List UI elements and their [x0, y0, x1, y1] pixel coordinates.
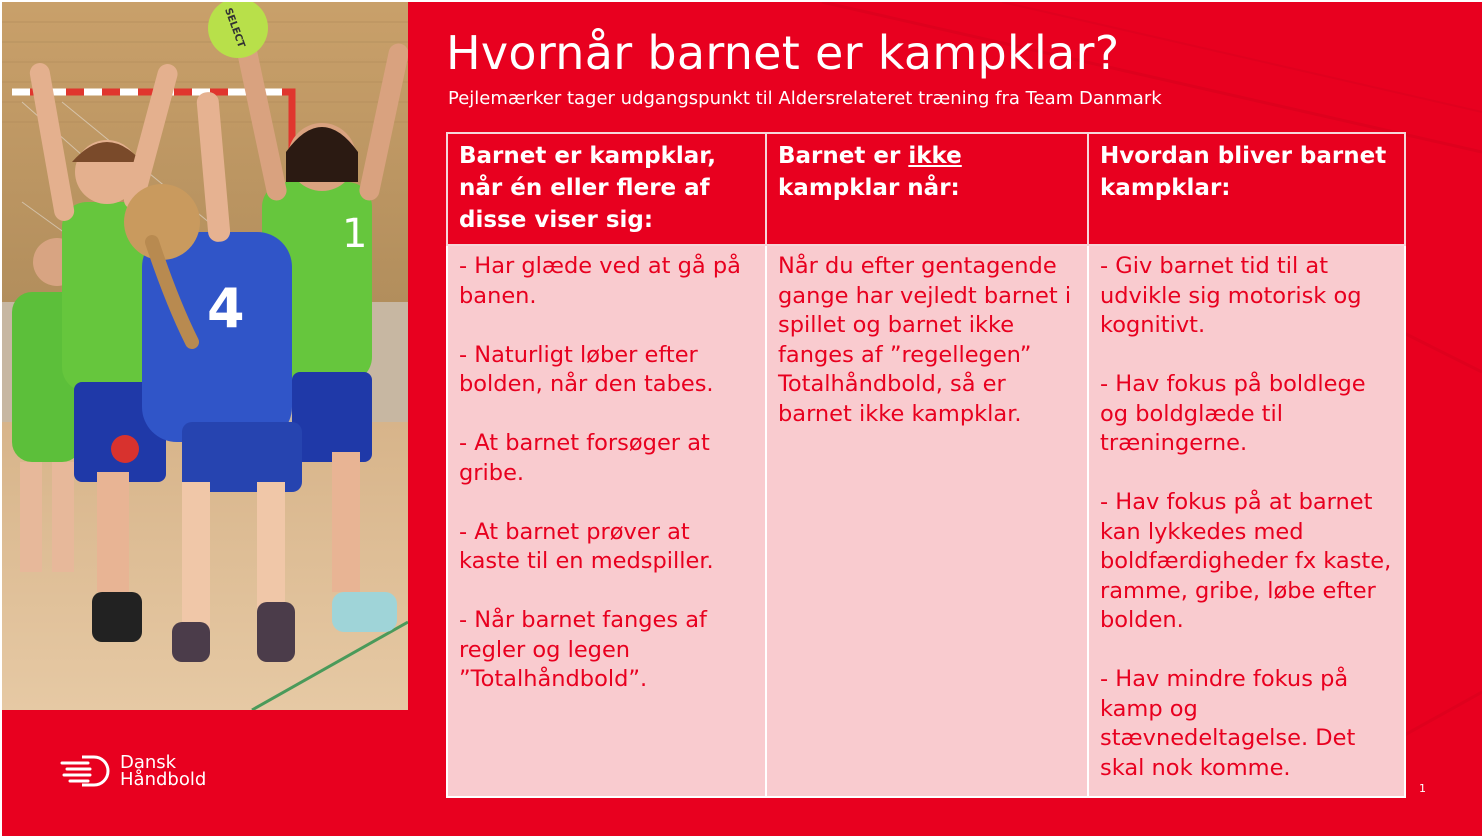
- ball-brand-text: SELECT: [222, 6, 247, 50]
- slide-subtitle: Pejlemærker tager udgangspunkt til Aldersrelateret træning fra Team Danmark: [448, 88, 1162, 109]
- readiness-table: [446, 132, 1406, 798]
- cell-kampklar-signs: - Har glæde ved at gå på banen. - Naturligt løber efter bolden, når den tabes. - At barnet forsøger at gribe. - At barnet prøver at kaste til en medspiller. - Når barnet fanges af regler og legen ”Totalhåndbold”.: [447, 245, 766, 797]
- logo-line1: Dansk: [120, 752, 177, 773]
- logo-icon: [60, 755, 110, 787]
- table-header-row: [447, 133, 1405, 245]
- header-hvordan: Hvordan bliver barnet kampklar:: [1088, 133, 1405, 245]
- header-ikke-post: kampklar når:: [778, 175, 960, 201]
- dansk-handbold-logo: [60, 754, 206, 788]
- header-ikke-underlined: ikke: [908, 143, 962, 169]
- header-ikke-kampklar: [766, 133, 1088, 245]
- handball-photo: [2, 2, 408, 710]
- cell-how-to: - Giv barnet tid til at udvikle sig motorisk og kognitivt. - Hav fokus på boldlege og boldglæde til træningerne. - Hav fokus på at barnet kan lykkedes med boldfærdigheder fx kaste, ramme, gribe, løbe efter bolden. - Hav mindre fokus på kamp og stævnedeltagelse. Det skal nok komme.: [1088, 245, 1405, 797]
- slide: [2, 2, 1482, 836]
- blue-jersey-number: 4: [207, 277, 245, 340]
- header-ikke-pre: Barnet er: [778, 143, 909, 169]
- header-kampklar: Barnet er kampklar, når én eller flere af disse viser sig:: [447, 133, 766, 245]
- logo-line2: Håndbold: [120, 769, 207, 790]
- table-row: [447, 245, 1405, 797]
- green-jersey-number: 1: [342, 211, 368, 257]
- cell-not-ready: Når du efter gentagende gange har vejledt barnet i spillet og barnet ikke fanges af ”regellegen” Totalhåndbold, så er barnet ikke kampklar.: [766, 245, 1088, 797]
- page-number: 1: [1419, 782, 1426, 795]
- slide-title: Hvornår barnet er kampklar?: [446, 26, 1120, 80]
